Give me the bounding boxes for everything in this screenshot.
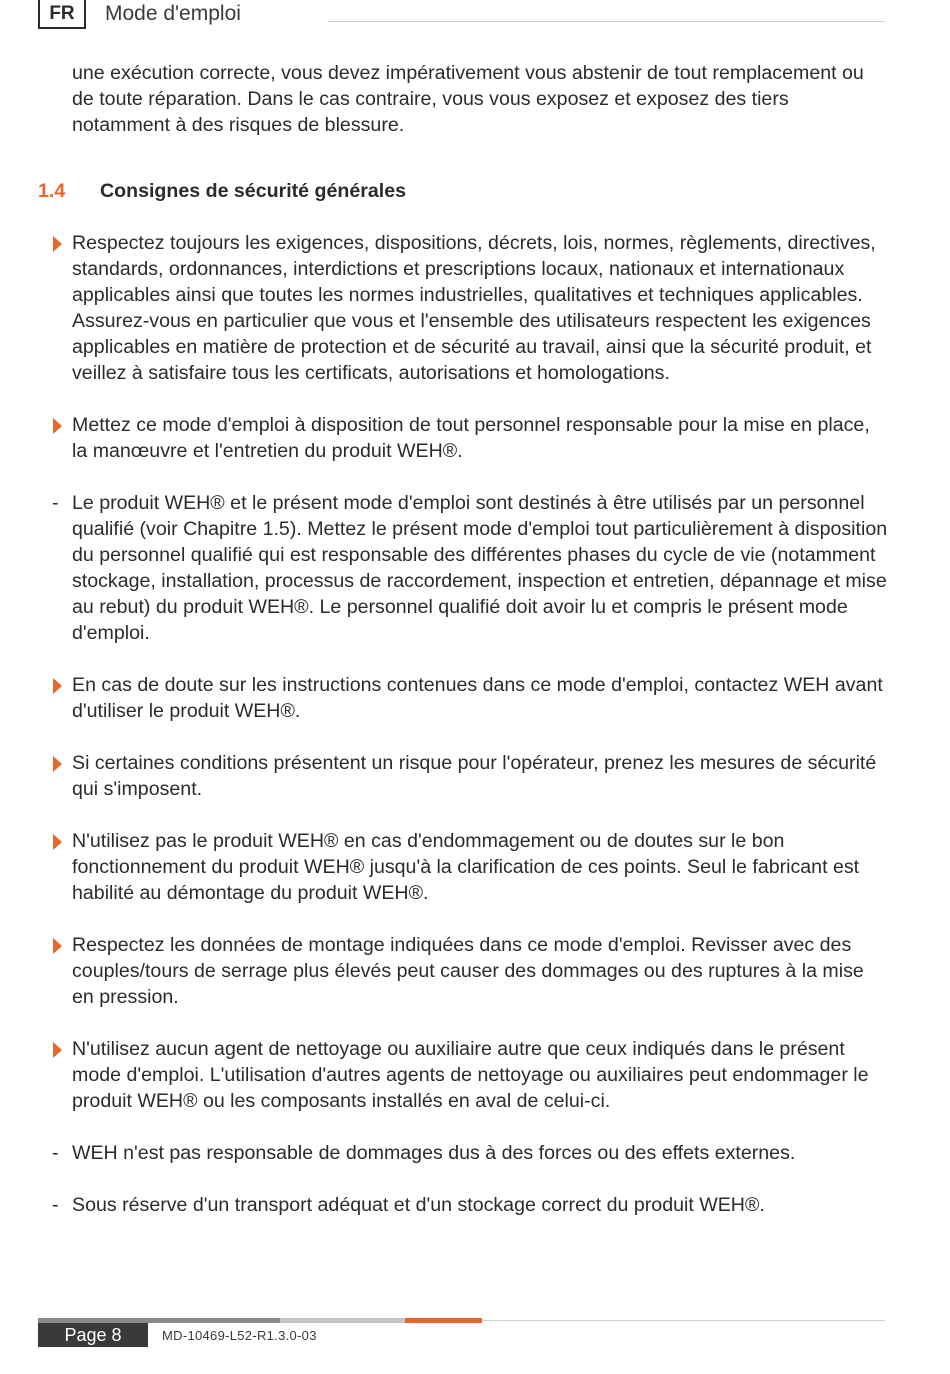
list-item bbox=[38, 1192, 888, 1218]
list-item bbox=[38, 1036, 888, 1114]
page-header bbox=[38, 0, 885, 30]
arrow-bullet-icon bbox=[53, 236, 62, 252]
footer-divider bbox=[482, 1320, 885, 1321]
list-item bbox=[38, 412, 888, 464]
list-item-text: Respectez les données de montage indiquées dans ce mode d'emploi. Revisser avec des couples/tours de serrage plus élevés peut causer des dommages ou des ruptures à la mise en pression. bbox=[72, 934, 864, 1008]
header-divider bbox=[328, 21, 885, 22]
list-item-text: N'utilisez pas le produit WEH® en cas d'endommagement ou de doutes sur le bon fonctionnement du produit WEH® jusqu'à la clarification de ces points. Seul le fabricant est habilité au démontage du produit WEH®. bbox=[72, 830, 860, 904]
list-item bbox=[38, 932, 888, 1010]
document-id: MD-10469-L52-R1.3.0-03 bbox=[162, 1328, 317, 1343]
arrow-bullet-icon bbox=[53, 756, 62, 772]
list-item-text: WEH n'est pas responsable de dommages dus à des forces ou des effets externes. bbox=[72, 1142, 796, 1164]
list-item-text: En cas de doute sur les instructions contenues dans ce mode d'emploi, contactez WEH avant d'utiliser le produit WEH®. bbox=[72, 674, 883, 722]
arrow-bullet-icon bbox=[53, 678, 62, 694]
dash-bullet-icon: - bbox=[52, 1142, 59, 1164]
list-item-text: Mettez ce mode d'emploi à disposition de tout personnel responsable pour la mise en place, la manœuvre et l'entretien du produit WEH®. bbox=[72, 414, 870, 462]
arrow-bullet-icon bbox=[53, 1042, 62, 1058]
list-item-text: Respectez toujours les exigences, dispositions, décrets, lois, normes, règlements, directives, standards, ordonnances, interdictions et prescriptions locaux, nationaux et internationaux applicables ainsi que toutes les normes industrielles, qualitatives et techniques applicables. Assurez-vous en particulier que vous et l'ensemble des utilisateurs respectent les exigences applicables en matière de protection et de sécurité au travail, ainsi que la sécurité produit, et veillez à satisfaire tous les certificats, autorisations et homologations. bbox=[72, 232, 876, 384]
list-item-text: Le produit WEH® et le présent mode d'emploi sont destinés à être utilisés par un personnel qualifié (voir Chapitre 1.5). Mettez le présent mode d'emploi tout particulièrement à disposition du personnel qualifié qui est responsable des différentes phases du cycle de vie (notamment stockage, installation, processus de raccordement, inspection et entretien, dépannage et mise au rebut) du produit WEH®. Le personnel qualifié doit avoir lu et compris le présent mode d'emploi. bbox=[72, 492, 888, 644]
arrow-bullet-icon bbox=[53, 938, 62, 954]
footer-bar-segment bbox=[280, 1318, 405, 1323]
dash-bullet-icon: - bbox=[52, 1194, 59, 1216]
language-badge: FR bbox=[38, 0, 86, 29]
list-item-text: Sous réserve d'un transport adéquat et d'un stockage correct du produit WEH®. bbox=[72, 1194, 765, 1216]
footer-bar-accent bbox=[405, 1318, 482, 1323]
header-title: Mode d'emploi bbox=[105, 2, 241, 25]
list-item-text: N'utilisez aucun agent de nettoyage ou auxiliaire autre que ceux indiqués dans le présent mode d'emploi. L'utilisation d'autres agents de nettoyage ou auxiliaires peut endommager le produit WEH® ou les composants installés en aval de celui-ci. bbox=[72, 1038, 869, 1112]
safety-list bbox=[38, 230, 888, 1218]
list-item bbox=[38, 230, 888, 386]
page-number: Page 8 bbox=[38, 1323, 148, 1347]
list-item bbox=[38, 750, 888, 802]
section-title: Consignes de sécurité générales bbox=[100, 180, 406, 202]
intro-paragraph: une exécution correcte, vous devez impérativement vous abstenir de tout remplacement ou de toute réparation. Dans le cas contraire, vous vous exposez et exposez des tiers notamment à des risques de blessure. bbox=[72, 62, 864, 136]
page-content bbox=[38, 60, 888, 1244]
arrow-bullet-icon bbox=[53, 834, 62, 850]
list-item bbox=[38, 490, 888, 646]
list-item-text: Si certaines conditions présentent un risque pour l'opérateur, prenez les mesures de sécurité qui s'imposent. bbox=[72, 752, 877, 800]
arrow-bullet-icon bbox=[53, 418, 62, 434]
list-item bbox=[38, 828, 888, 906]
list-item bbox=[38, 1140, 888, 1166]
list-item bbox=[38, 672, 888, 724]
section-heading bbox=[38, 178, 888, 204]
dash-bullet-icon: - bbox=[52, 492, 59, 514]
section-number: 1.4 bbox=[38, 180, 66, 202]
